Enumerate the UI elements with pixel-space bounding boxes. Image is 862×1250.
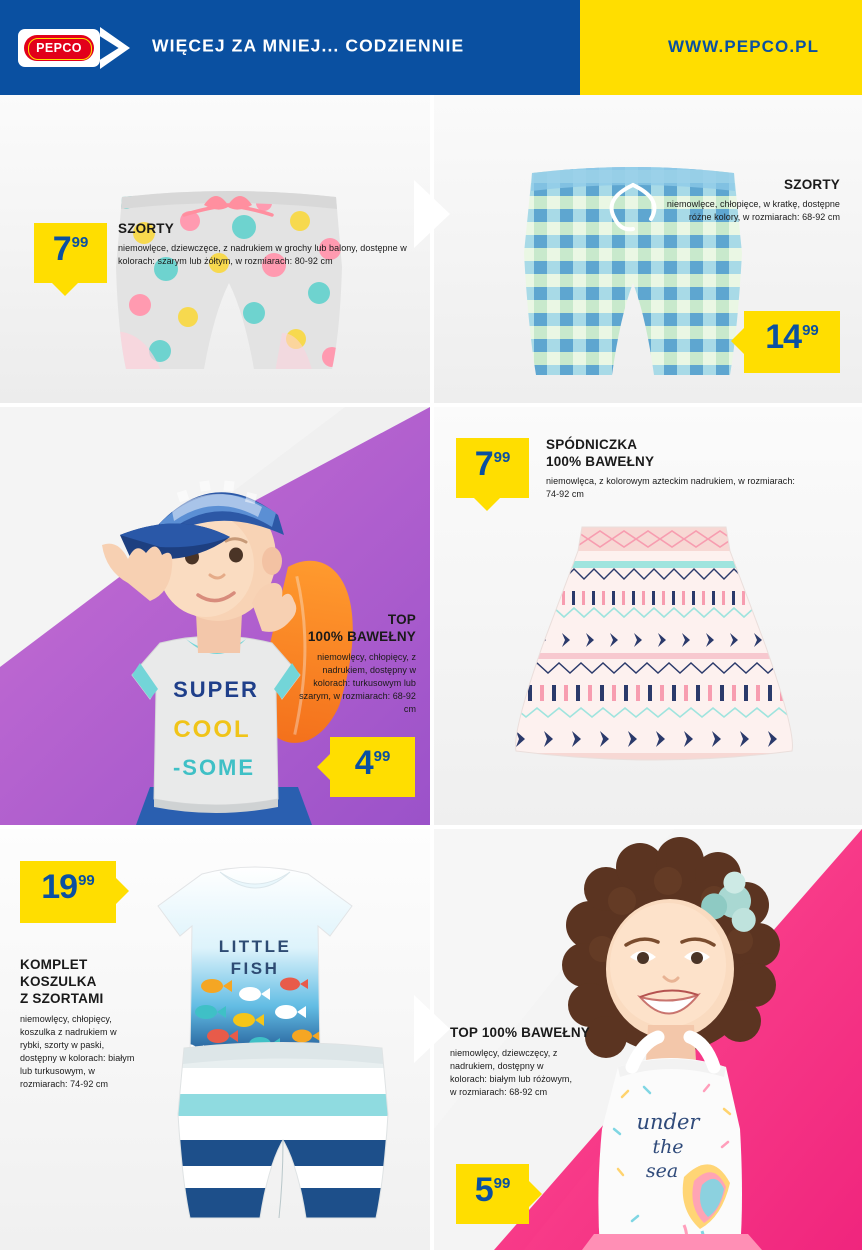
svg-text:the: the bbox=[652, 1136, 684, 1158]
price-tail bbox=[317, 754, 330, 780]
product-title-szorty-kratka: SZORTY bbox=[784, 177, 840, 192]
svg-text:LITTLE: LITTLE bbox=[218, 937, 292, 956]
product-panel-top-under-the-sea bbox=[434, 829, 862, 1250]
price-minor: 99 bbox=[493, 449, 511, 466]
price-tail bbox=[52, 283, 78, 296]
product-description-under-the-sea: niemowlęcy, dziewczęcy, z nadrukiem, dostępny w kolorach: białym lub różowym, w rozmiarach: 68-92 cm bbox=[450, 1047, 572, 1098]
product-panel-szorty-grey bbox=[0, 95, 430, 403]
header-website: WWW.PEPCO.PL bbox=[668, 37, 820, 56]
product-title-spodniczka-line2: 100% BAWEŁNY bbox=[546, 453, 655, 469]
price-badge-spodniczka bbox=[456, 438, 529, 498]
product-title-komplet-line1: KOMPLET bbox=[20, 957, 88, 972]
product-title-szorty-grey: SZORTY bbox=[118, 221, 174, 236]
svg-text:FISH: FISH bbox=[230, 959, 280, 978]
price-minor: 99 bbox=[78, 872, 95, 889]
product-description-spodniczka: niemowlęca, z kolorowym azteckim nadrukiem, w rozmiarach: 74-92 cm bbox=[546, 475, 795, 499]
price-minor: 99 bbox=[802, 322, 819, 339]
product-title-komplet-line2: KOSZULKA bbox=[20, 973, 97, 989]
svg-text:COOL: COOL bbox=[173, 716, 251, 743]
price-badge-under-the-sea bbox=[456, 1164, 529, 1224]
svg-text:under: under bbox=[636, 1110, 700, 1134]
price-major: 4 bbox=[354, 744, 373, 782]
product-description-szorty-kratka: niemowlęce, chłopięce, w kratkę, dostępne różne kolory, w rozmiarach: 68-92 cm bbox=[666, 198, 840, 222]
product-description-top: niemowlęcy, chłopięcy, z nadrukiem, dostępny w kolorach: turkusowym lub szarym, w rozmiarach: 68-92 cm bbox=[299, 651, 416, 714]
header-slogan: WIĘCEJ ZA MNIEJ... CODZIENNIE bbox=[152, 35, 465, 56]
page-header bbox=[0, 0, 862, 95]
price-badge-top-bawelny bbox=[330, 737, 415, 797]
price-tail bbox=[529, 1181, 542, 1207]
svg-text:-SOME: -SOME bbox=[172, 755, 256, 780]
product-title-under-the-sea: TOP 100% BAWEŁNY bbox=[450, 1025, 590, 1040]
product-image-komplet-shorts bbox=[168, 1034, 398, 1229]
product-description-szorty-grey: niemowlęce, dziewczęce, z nadrukiem w grochy lub balony, dostępne w kolorach: szarym lub żółtym, w rozmiarach: 80-92 cm bbox=[118, 242, 407, 266]
product-panel-spodniczka bbox=[434, 407, 862, 825]
price-major: 19 bbox=[41, 868, 78, 906]
price-badge-komplet bbox=[20, 861, 116, 923]
svg-text:sea: sea bbox=[645, 1160, 679, 1182]
divider-horizontal-2 bbox=[0, 825, 862, 829]
product-description-komplet: niemowlęcy, chłopięcy, koszulka z nadrukiem w rybki, szorty w paski, dostępny w kolorach: białym lub turkusowym, w rozmiarach: 74-92 cm bbox=[20, 1013, 135, 1089]
product-title-top-line1: TOP bbox=[387, 612, 416, 627]
price-badge-szorty-grey bbox=[34, 223, 107, 283]
price-tail bbox=[731, 328, 744, 354]
divider-vertical-top bbox=[430, 95, 434, 403]
price-major: 14 bbox=[765, 318, 802, 356]
divider-horizontal-1 bbox=[0, 403, 862, 407]
product-panel-szorty-kratka bbox=[434, 95, 862, 403]
price-tail bbox=[474, 498, 500, 511]
product-title-komplet-line3: Z SZORTAMI bbox=[20, 990, 104, 1006]
product-image-szorty-grey bbox=[104, 183, 354, 378]
price-badge-szorty-kratka bbox=[744, 311, 840, 373]
product-panel-komplet bbox=[0, 829, 430, 1250]
price-minor: 99 bbox=[493, 1175, 511, 1192]
price-tail bbox=[116, 878, 129, 904]
pepco-logo-text: PEPCO bbox=[36, 41, 82, 55]
svg-text:SUPER: SUPER bbox=[173, 677, 259, 702]
price-major: 7 bbox=[474, 445, 493, 483]
pepco-logo bbox=[18, 29, 100, 67]
product-title-top-line2: 100% BAWEŁNY bbox=[307, 628, 416, 644]
price-minor: 99 bbox=[71, 234, 89, 251]
product-title-spodniczka-line1: SPÓDNICZKA bbox=[546, 437, 638, 452]
divider-vertical-mid bbox=[430, 407, 434, 825]
price-minor: 99 bbox=[373, 748, 391, 765]
price-major: 7 bbox=[52, 230, 71, 268]
product-image-spodniczka bbox=[504, 517, 804, 767]
price-major: 5 bbox=[474, 1171, 493, 1209]
product-panel-top-bawelny bbox=[0, 407, 430, 825]
